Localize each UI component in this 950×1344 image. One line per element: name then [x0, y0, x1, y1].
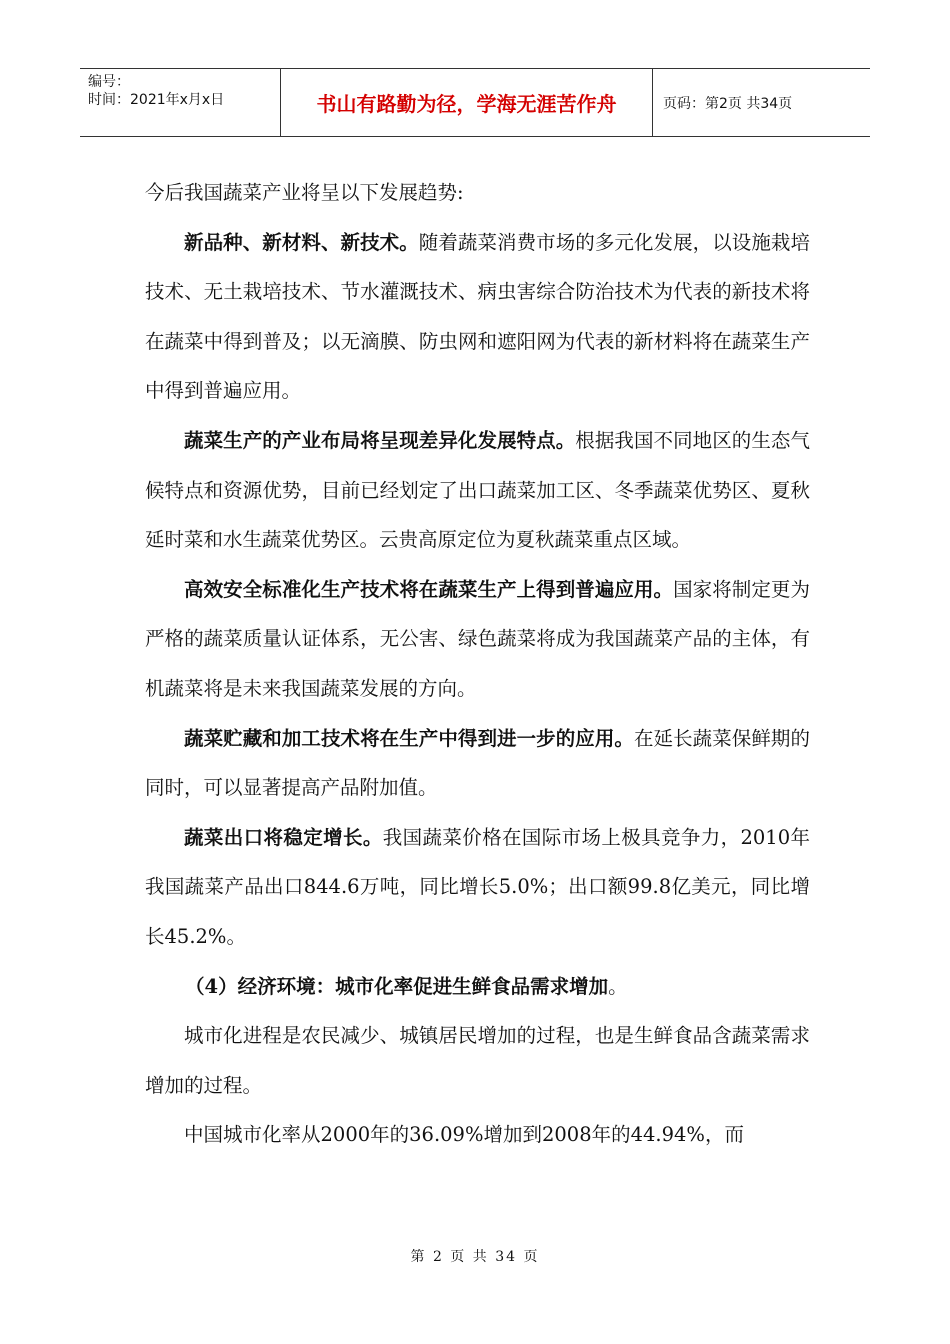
- section-end: 。: [608, 974, 628, 998]
- paragraph-urbanization-rate: 中国城市化率从2000年的36.09%增加到2008年的44.94%，而: [184, 1123, 744, 1147]
- paragraph-standardization: [145, 565, 810, 714]
- section-heading: [145, 962, 810, 1012]
- header-meta: [80, 69, 281, 136]
- paragraph-text: 在延长蔬菜保鲜期的同时，可以显著提高产品附加值。: [145, 726, 810, 800]
- header-page-info: 页码：第2页 共34页: [663, 95, 793, 112]
- paragraph-text: 根据我国不同地区的生态气候特点和资源优势，目前已经划定了出口蔬菜加工区、冬季蔬菜优势区、夏秋延时菜和水生蔬菜优势区。云贵高原定位为夏秋蔬菜重点区域。: [145, 428, 810, 552]
- paragraph-storage: [145, 714, 810, 813]
- paragraph-heading: 新品种、新材料、新技术。: [184, 230, 419, 254]
- paragraph-text: 我国蔬菜价格在国际市场上极具竞争力，2010年我国蔬菜产品出口844.6万吨，同比增长5.0%；出口额99.8亿美元，同比增长45.2%。: [145, 825, 810, 948]
- paragraph-text: 随着蔬菜消费市场的多元化发展，以设施栽培技术、无土栽培技术、节水灌溉技术、病虫害综合防治技术为代表的新技术将在蔬菜中得到普及；以无滴膜、防虫网和遮阳网为代表的新材料将在蔬菜生产中得到普遍应用。: [145, 230, 810, 403]
- paragraph-urbanization: 城市化进程是农民减少、城镇居民增加的过程，也是生鲜食品含蔬菜需求增加的过程。: [145, 1024, 810, 1097]
- header-motto: 书山有路勤为径，学海无涯苦作舟: [281, 69, 653, 136]
- paragraph-heading: 高效安全标准化生产技术将在蔬菜生产上得到普遍应用。: [184, 577, 674, 601]
- section-title: （4）经济环境：城市化率促进生鲜食品需求增加: [185, 974, 609, 998]
- intro-paragraph: 今后我国蔬菜产业将呈以下发展趋势:: [145, 181, 464, 204]
- date-line: 时间：2021年x月x日: [88, 92, 225, 108]
- paragraph-heading: 蔬菜生产的产业布局将呈现差异化发展特点。: [184, 428, 576, 452]
- page-footer: 第 2 页 共 34 页: [410, 1249, 540, 1265]
- document-body: [145, 168, 810, 1160]
- paragraph-new-tech: [145, 218, 810, 416]
- paragraph-text: 国家将制定更为严格的蔬菜质量认证体系，无公害、绿色蔬菜将成为我国蔬菜产品的主体，有机蔬菜将是未来我国蔬菜发展的方向。: [145, 577, 810, 700]
- paragraph-heading: 蔬菜贮藏和加工技术将在生产中得到进一步的应用。: [184, 726, 634, 750]
- paragraph-heading: 蔬菜出口将稳定增长。: [184, 825, 383, 849]
- paragraph-export: [145, 813, 810, 962]
- document-header: [80, 68, 870, 137]
- number-label: 编号：: [88, 74, 130, 90]
- paragraph-layout: [145, 416, 810, 565]
